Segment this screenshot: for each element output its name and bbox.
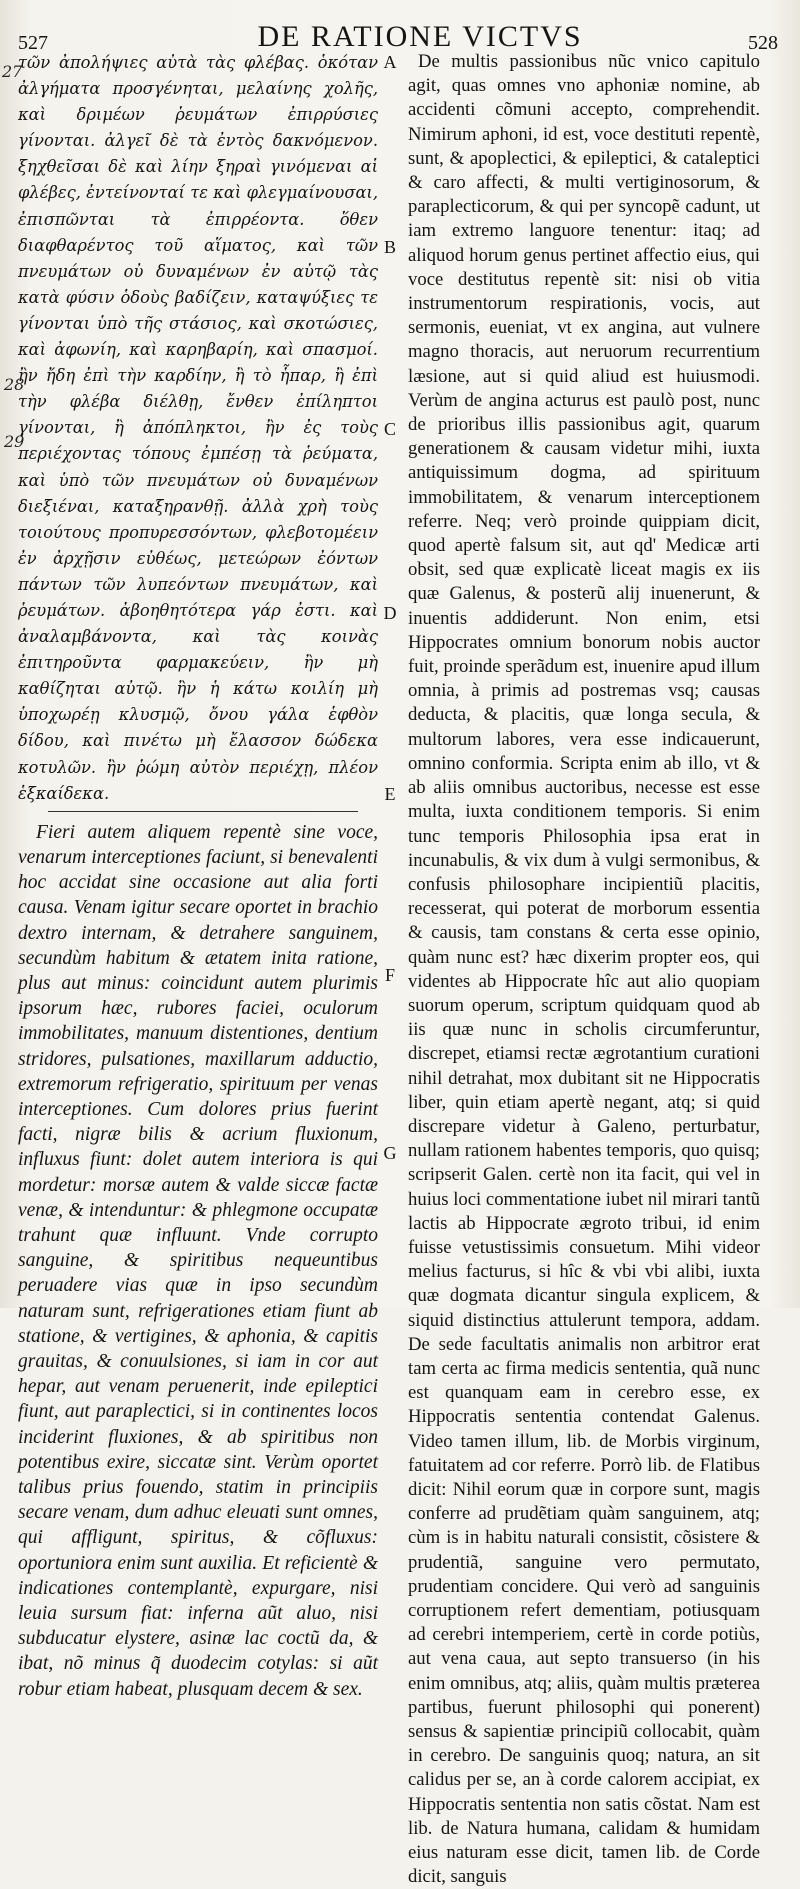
- running-title: DE RATIONE VICTVS: [257, 20, 583, 53]
- margin-letter-b: B: [383, 237, 396, 257]
- page-number-left: 527: [18, 32, 48, 54]
- margin-letter-c: C: [383, 419, 396, 439]
- greek-text-block: τῶν ἀπολήψιες αὐτὰ τὰς φλέβας. ὁκόταν ἀλγήματα προσγένηται, μελαίνης χολῆς, καὶ δριμέων ῥευμάτων ἐπιρρύσιες γίνονται. ἀλγεῖ δὲ τὰ ἐντὸς δακνόμενον. ξηχθεῖσαι δὲ καὶ λίην ξηραὶ γινόμεναι αἱ φλέβες, ἐντείνονταί τε καὶ φλεγμαίνουσαι, ἐπισπῶνται τὰ ἐπιρρέοντα. ὅθεν διαφθαρέντος τοῦ αἵματος, καὶ τῶν πνευμάτων οὐ δυναμένων ἐν αὐτῷ τὰς κατὰ φύσιν ὁδοὺς βαδίζειν, καταψύξιες τε γίνονται ὑπὸ τῆς στάσιος, καὶ σκοτώσιες, καὶ ἀφωνίη, καὶ καρηβαρίη, καὶ σπασμοί. ἢν ἤδη ἐπὶ τὴν καρδίην, ἢ τὸ ἧπαρ, ἢ ἐπὶ τὴν φλέβα διέλθῃ, ἔνθεν ἐπίληπτοι γίνονται, ἢ ἀπόπληκτοι, ἢν ἐς τοὺς περιέχοντας τόπους ἐμπέσῃ τὰ ῥεύματα, καὶ ὑπὸ τῶν πνευμάτων οὐ δυναμένων διεξιέναι, καταξηρανθῇ. ἀλλὰ χρὴ τοὺς τοιούτους προπυρεσσόντων, φλεβοτομέειν ἐν ἀρχῇσιν εὐθέως, μετεώρων ἐόντων πάντων τῶν λυπεόντων πνευμάτων, καὶ ῥευμάτων. ἀβοηθητότερα γάρ ἐστι. καὶ ἀναλαμβάνοντα, καὶ τὰς κοινὰς ἐπιτηροῦντα φαρμακεύειν, ἢν μὴ καθίζηται αὐτῷ. ἢν ἡ κάτω κοιλίη μὴ ὑποχωρέῃ κλυσμῷ, ὄνου γάλα ἑφθὸν δίδου, καὶ πινέτω μὴ ἔλασσον δώδεκα κοτυλῶν. ἢν ῥώμη αὐτὸν περιέχῃ, πλέον ἑξκαίδεκα.: [18, 53, 378, 803]
- latin-translation-block: Fieri autem aliquem repentè sine voce, venarum interceptiones faciunt, si benevalenti hoc accidat sine occasione aut alia forti causa. Venam igitur secare oportet in brachio dextro internam, & detrahere sanguinem, secundùm habitum & ætatem inita ratione, plus aut minus: coincidunt autem plurimis ipsorum hæc, rubores faciei, oculorum immobilitates, manuum distentiones, dentium stridores, pulsationes, maxillarum adductio, extremorum refrigeratio, spirituum per venas interceptiones. Cum dolores prius fuerint facti, nigræ bilis & acrium fluxionum, influxus fiunt: dolet autem interiora is qui mordetur: morsæ autem & valde siccæ factæ venæ, & intenduntur: & phlegmone occupatæ trahunt quæ influunt. Vnde corrupto sanguine, & spiritibus nequeuntibus peruadere vias quæ in ipso secundùm naturam sunt, refrigerationes etiam fiunt ab statione, & vertigines, & aphonia, & capitis grauitas, & conuulsiones, si iam in cor aut hepar, aut venam peruenerit, inde epileptici fiunt, aut paraplectici, si in continentes locos inciderint fluxiones, & ab spiritibus non potentibus exire, siccatæ sint. Verùm oportet talibus prius fouendo, statim in principiis secare venam, dum adhuc eleuati sunt omnes, qui affligunt, spiritus, & cõfluxus: oportuniora enim sunt auxilia. Et reficientè & indicationes contemplantè, expurgare, nisi leuia sursum fiat: inferna aũt aluo, nisi subducatur elystere, asinæ lac coctũ da, & ibat, nõ minus q̃ duodecim cotylas: si aũt robur etiam habeat, plusquam decem & sex.: [18, 821, 378, 1700]
- section-divider: [48, 811, 358, 812]
- margin-letter-e: E: [384, 784, 396, 804]
- commentary-text-block: De multis passionibus nũc vnico capitulo agit, quas omnes vno aphoniæ nomine, ab accidenti cõmuni accepto, comprehendit. Nimirum aphoni, id est, voce destituti repentè, sunt, & apoplectici, & epileptici, & cataleptici & caro affecti, & multi vertiginosorum, & paraplecticorum, & qui per syncopẽ cadunt, ut iam extremo languore tenentur: itaq; ad aliquod horum genus pertinet affectio eius, qui voce destitutus repentè sit: nisi ob vitia instrumentorum respirationis, vocis, aut sermonis, eueniat, vt ex angina, aut vulnere magno thoracis, aut neruorum recurrentium læsione, aut si quid aliud est huiusmodi. Verùm de angina acturus est paulò post, nunc de prioribus illis passionibus agit, quarum generationem & causam videtur mihi, iuxta antiquissimum dogma, ad spirituum immobilitatem, & venarum interceptionem referre. Neq; verò proinde quippiam dicit, quod apertè falsum sit, aut qd' Medicæ arti obsit, sed quæ explicatè liceat magis ex iis quæ Galenus, & posterũ alij inuenerunt, & inuentis addiderunt. Non enim, etsi Hippocrates omnium bonorum nobis auctor fuit, proinde sperãdum est, inuenire apud illum omnia, à primis ad postremas vsq; causas deducta, & placitis, quæ longa secula, & multorum labores, vera esse indicauerunt, omnino conformia. Scripta enim ab illo, vt & ab aliis omnibus auctoribus, necesse est esse multa, iuxta conditionem temporis. Si enim tunc temporis Philosophia ipsa erat in incunabulis, & vix dum à vulgi sermonibus, & confusis philosophare incipientiũ placitis, recesserat, qui poterat de morborum essentia & causis, tam constans & certa esse opinio, quàm nunc est? hæc dixerim propter eos, qui videntes ab Hippocrate hîc aut alio quopiam suorum operum, scriptum quidquam quod ab iis quæ nunc in scholis circumferuntur, discrepet, etiamsi rectæ ægrotantium curationi nihil detrahat, mox dubitant sit ne Hippocratis liber, quin etiam apertè negant, atq; si quid discrepare videtur à Galeno, perturbatur, nullam rationem habentes temporis, quo quisq; scripserit Galen. certè non ita facit, qui vel in huius loci commentatione iubet nil mirari tantũ lactis ab Hippocrate ægroto tribui, id enim fuisse vetustissimis consuetum. Mihi videor melius facturus, si hîc & vbi vbi alibi, iuxta quæ dogmata dicantur singula explicem, & siquid distinctius attulerunt tempora, addam. De sede facultatis animalis non arbitror erat tam certa ac firma medicis sententia, quã nunc est quanquam eam in cerebro esse, ex Hippocratis sententia contendat Galenus. Video tamen illum, lib. de Morbis virginum, fatuitatem ad cor referre. Porrò lib. de Flatibus dicit: Nihil eorum quæ in corpore sunt, magis conferre ad prudẽtiam quàm sanguinem, atq; cùm is in habitu naturali consistit, cõsistere & prudentiã, sanguine vero permutato, prudentiam concidere. Qui verò ad sanguinis corruptionem refert dementiam, potiusquam ad cerebri intemperiem, certè in corde potiùs, aut vena caua, aut septo transuerso (in his enim omnibus, atq; aliis, quàm multis præterea partibus, fuerunt philosophi qui ponerent) sensus & sapientiæ principiũ collocabit, quàm in cerebro. De sanguinis quoq; natura, an sit calidus per se, an à corde calorem accipiat, ex Hippocratis sententia non satis cõstat. Nam est lib. de Natura humana, calidam & humidam eius naturam esse dicit, tamen lib. de Corde dicit, sanguis: [408, 51, 760, 1888]
- page-header: [0, 12, 800, 52]
- page-number-right: 528: [748, 32, 778, 54]
- margin-annotation-27: 27: [2, 62, 23, 81]
- margin-letter-d: D: [383, 603, 397, 623]
- margin-annotation-29: 29: [4, 432, 25, 451]
- margin-letter-a: A: [383, 52, 397, 72]
- right-column: [408, 50, 760, 1888]
- margin-annotation-28: 28: [4, 375, 25, 394]
- margin-letter-f: F: [384, 965, 395, 985]
- left-column: [18, 50, 378, 1700]
- margin-letter-g: G: [383, 1143, 397, 1163]
